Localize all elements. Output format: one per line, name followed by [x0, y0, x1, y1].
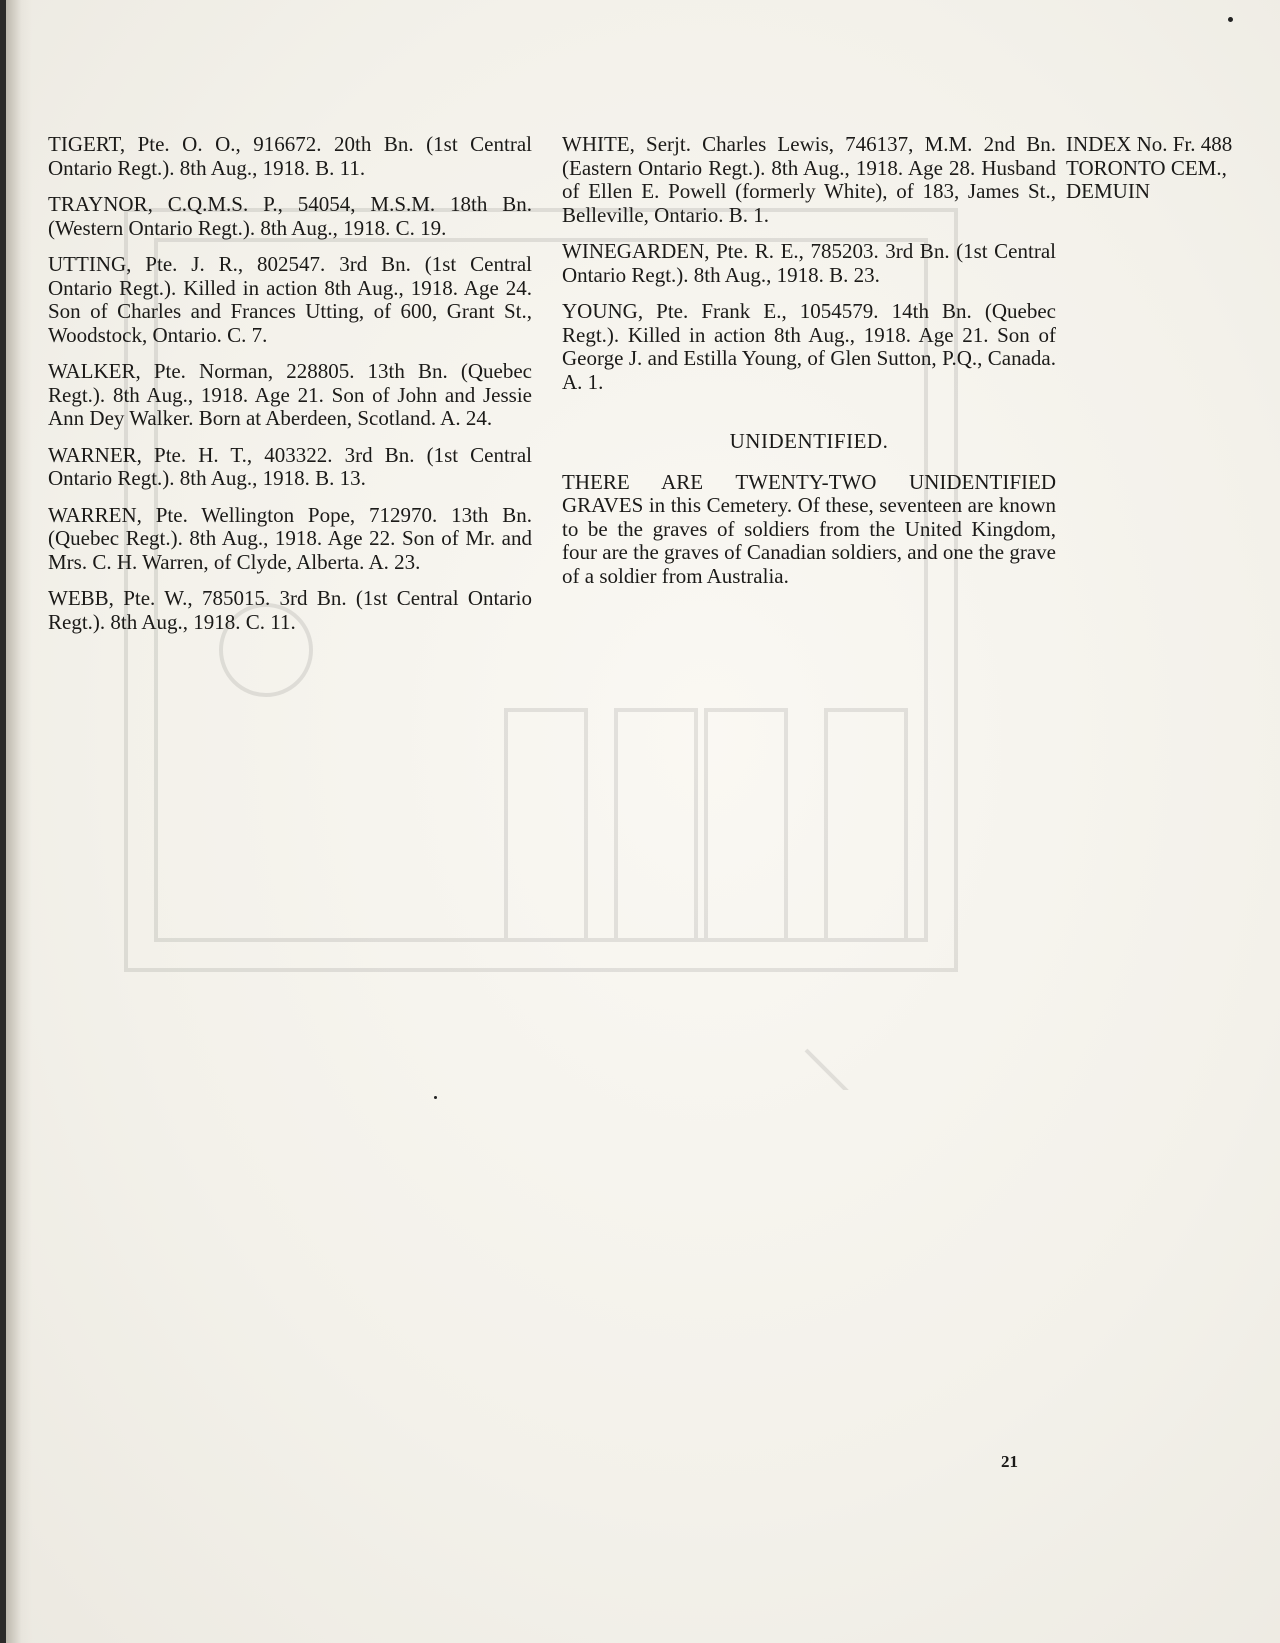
ink-speck [1228, 17, 1233, 22]
index-number: INDEX No. Fr. 488 [1066, 132, 1233, 156]
register-entry: TRAYNOR, C.Q.M.S. P., 54054, M.S.M. 18th Bn. (Western Ontario Regt.). 8th Aug., 1918. C. 19. [48, 192, 532, 240]
register-entry: WINEGARDEN, Pte. R. E., 785203. 3rd Bn. (1st Central Ontario Regt.). 8th Aug., 1918. B. 23. [562, 239, 1056, 287]
page-gutter-shadow [6, 0, 32, 1643]
index-block [1066, 133, 1280, 204]
register-entry: WALKER, Pte. Norman, 228805. 13th Bn. (Quebec Regt.). 8th Aug., 1918. Age 21. Son of John and Jessie Ann Dey Walker. Born at Aberdeen, Scotland. A. 24. [48, 359, 532, 430]
register-entry: UTTING, Pte. J. R., 802547. 3rd Bn. (1st Central Ontario Regt.). Killed in action 8th Aug., 1918. Age 24. Son of Charles and Frances Utting, of 600, Grant St., Woodstock, Ontario. C. 7. [48, 252, 532, 347]
register-entry: WEBB, Pte. W., 785015. 3rd Bn. (1st Central Ontario Regt.). 8th Aug., 1918. C. 11. [48, 586, 532, 634]
page-number: 21 [1001, 1452, 1018, 1471]
cemetery-name: TORONTO CEM., [1066, 155, 1227, 180]
ink-speck [434, 1096, 437, 1099]
register-entry: WARREN, Pte. Wellington Pope, 712970. 13th Bn. (Quebec Regt.). 8th Aug., 1918. Age 22. Son of Mr. and Mrs. C. H. Warren, of Clyde, Alberta. A. 23. [48, 502, 532, 574]
book-page [6, 0, 1280, 1643]
unidentified-heading: UNIDENTIFIED. [729, 429, 889, 453]
left-column [48, 133, 532, 647]
register-entry: TIGERT, Pte. O. O., 916672. 20th Bn. (1st Central Ontario Regt.). 8th Aug., 1918. B. 11. [48, 132, 532, 180]
middle-column [562, 133, 1056, 588]
cemetery-location: DEMUIN [1066, 179, 1150, 203]
register-entry: WHITE, Serjt. Charles Lewis, 746137, M.M. 2nd Bn. (Eastern Ontario Regt.). 8th Aug., 1918. Age 28. Husband of Ellen E. Powell (formerly White), of 183, James St., Belleville, Ontario. B. 1. [562, 132, 1056, 227]
unidentified-note: THERE ARE TWENTY-TWO UNIDENTIFIED GRAVES in this Cemetery. Of these, seventeen are known to be the graves of soldiers from the United Kingdom, four are the graves of Canadian soldiers, and one the grave of a soldier from Australia. [562, 469, 1056, 588]
register-entry: WARNER, Pte. H. T., 403322. 3rd Bn. (1st Central Ontario Regt.). 8th Aug., 1918. B. 13. [48, 442, 532, 490]
register-entry: YOUNG, Pte. Frank E., 1054579. 14th Bn. (Quebec Regt.). Killed in action 8th Aug., 1918. Age 21. Son of George J. and Estilla Young, of Glen Sutton, P.Q., Canada. A. 1. [562, 299, 1056, 394]
